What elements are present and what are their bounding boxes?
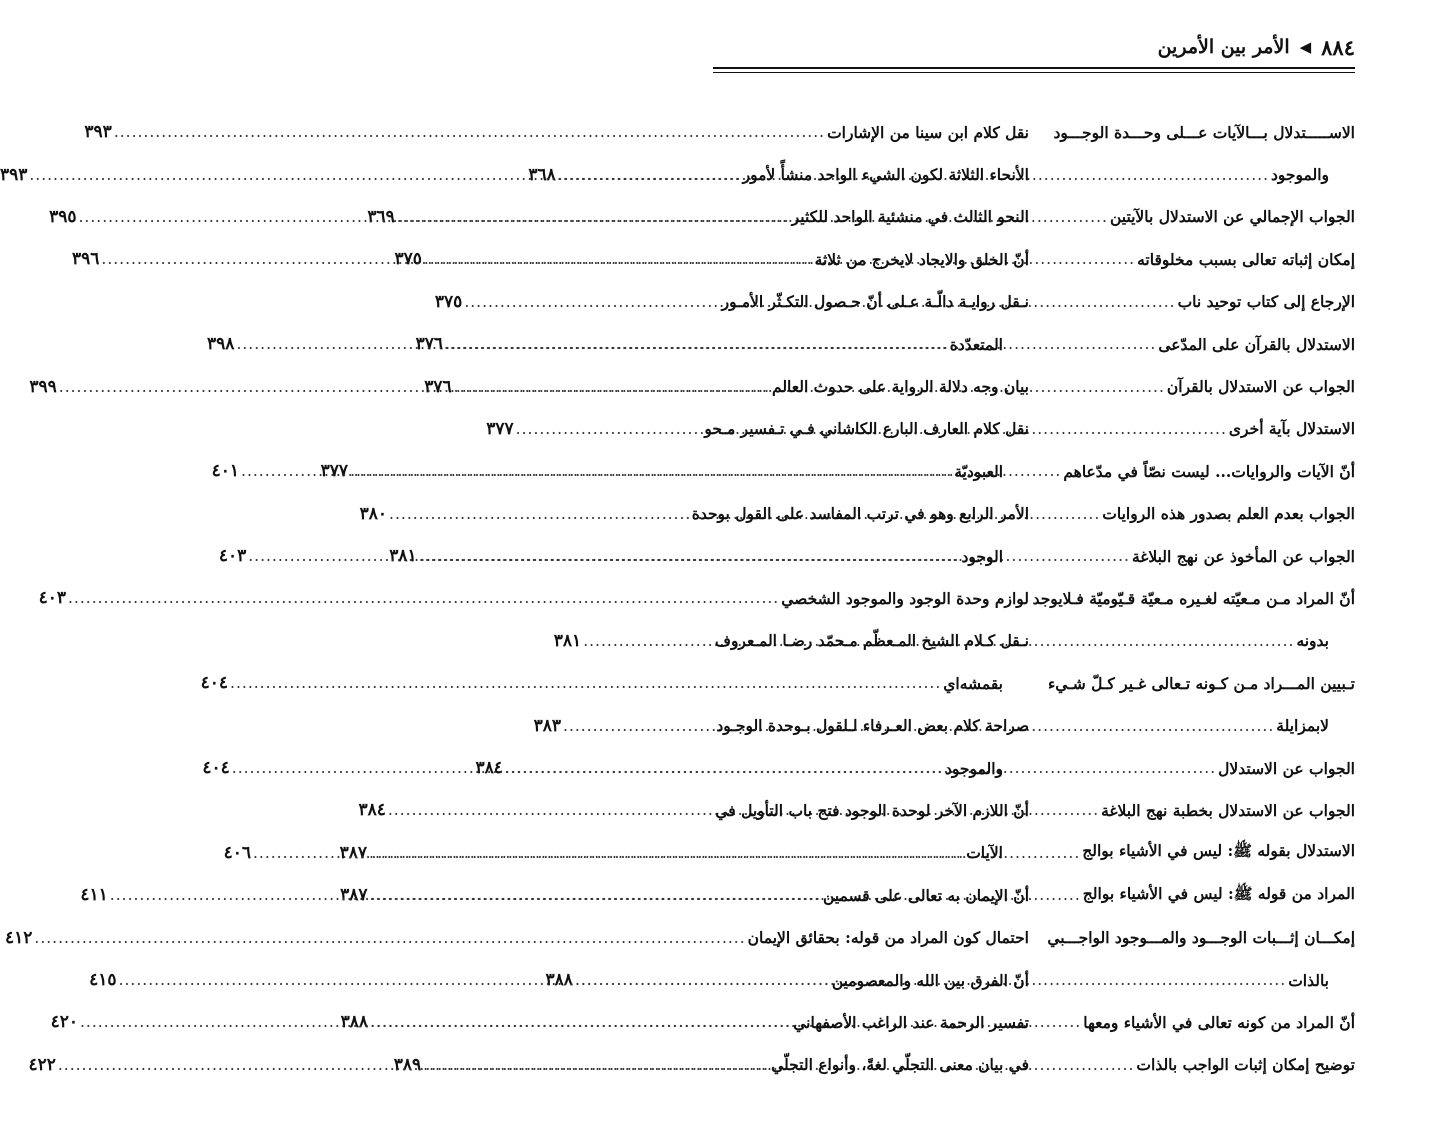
toc-entry-page: ٣٧٥ (394, 249, 422, 270)
toc-entry-page: ٣٨٩ (393, 1054, 422, 1075)
toc-entry (1032, 577, 1355, 619)
toc-entry-title: أنّ المراد من كونه تعالى في الأشياء ومعها (1083, 1012, 1355, 1032)
dot-leader (57, 378, 772, 396)
toc-entry-page: ٤٠٦ (223, 842, 251, 863)
toc-entry-title: الاستدلال بالقرآن على المدّعى (1158, 334, 1355, 354)
toc-entry-title: الأمر الرابع وهو في ترتب المفاسد على القول بوحدة (691, 504, 1029, 524)
toc-entry-page: ٤٠٤ (202, 758, 230, 779)
toc-entry-title: نـقل كـلام الشيخ المـعظّم مـحمّد رضـا المـعروف (714, 631, 1029, 651)
toc-entry-title: الأنحاء الثلاثة لكون الشيء الواحد منشأً لأمور (742, 165, 1029, 185)
toc-entry-title: الجواب عن المأخوذ عن نهج البلاغة (1131, 546, 1355, 566)
dot-leader (251, 844, 966, 862)
dot-leader (234, 335, 949, 353)
toc-entry-title: الجواب عن الاستدلال بالقرآن (1166, 377, 1355, 397)
toc-entry-title: الجواب عن الاستدلال بخطبة نهج البلاغة (1101, 800, 1355, 820)
toc-entry-title: أنّ الإيمان به تعالى على قسمين (823, 885, 1029, 905)
header-rule-thick (713, 67, 1355, 69)
toc-entry-title: النحو الثالث في منشئية الواحد للكثير (791, 207, 1029, 227)
toc-entry-title: أنّ الخلق والايجاد لايخرج من ثلاثة (814, 249, 1029, 269)
dot-leader (108, 886, 823, 904)
toc-entry-page: ٤٠٣ (218, 546, 247, 567)
toc-entry-title: أنّ اللازم الآخر لوحدة الوجود فتح باب التأويل في (715, 800, 1029, 820)
toc-entry-title: الاستدلال بقوله ﷺ: ليس في الأشياء بوالج (1082, 841, 1355, 861)
toc-entry-page: ٣٨٨ (545, 970, 573, 990)
dot-leader (246, 547, 961, 565)
toc-entry-title: إمكان إثباته تعالى بسبب مخلوقاته (1137, 249, 1355, 269)
dot-leader (32, 929, 747, 947)
running-header (713, 30, 1355, 64)
toc-entry-page: ٣٧٧ (320, 461, 349, 482)
toc-entry-page: ٣٧٥ (434, 291, 463, 312)
toc-entry-title: في بيان معنى التجلّي لغةً، وأنواع التجلّي (771, 1055, 1029, 1075)
header-rule-thin (713, 72, 1355, 73)
toc-entry (713, 281, 1029, 323)
dot-leader (56, 1056, 771, 1074)
toc-entry-title: المراد من قوله ﷺ: ليس في الأشياء بوالج (1082, 883, 1355, 903)
arrow-left-icon: ◀ (1299, 38, 1312, 56)
toc-entry-page: ٣٦٨ (528, 164, 556, 185)
toc-entry (1039, 916, 1355, 958)
toc-entry (1039, 662, 1355, 704)
toc-entry-title: الجواب الإجمالي عن الاستدلال بالآيتين (1109, 207, 1355, 227)
toc-entry (5, 916, 1029, 958)
toc-entry (704, 408, 1029, 450)
toc-entry-page: ٣٩٥ (49, 206, 77, 227)
toc-entry (1039, 111, 1355, 153)
dot-leader (112, 123, 827, 141)
dot-leader (66, 589, 781, 607)
dot-leader (230, 759, 945, 777)
toc-entry (691, 493, 1029, 535)
toc-entry-page: ٣٨٤ (358, 800, 386, 821)
toc-entry (38, 577, 1029, 619)
toc-entry-title: أنّ المراد مـن مـعيّته لغـيره مـعيّة قـيّوميّة فـلايوجد (1032, 588, 1355, 608)
toc-entry-title: بالذات (1288, 970, 1329, 990)
toc-entry (713, 704, 1029, 746)
toc-entry-page: ٤١٥ (89, 970, 117, 990)
toc-entry-page: ٣٩٣ (84, 122, 112, 143)
toc-entry-title: الإرجاع إلى كتاب توحيد ناب (1177, 292, 1355, 312)
toc-entry-page: ٣٨١ (553, 630, 582, 651)
toc-entry-title: بدونه (1296, 631, 1329, 651)
toc-entry-title: الاستدلال بآية أخرى (1228, 419, 1355, 439)
toc-entry-title: إمكـــان إثـــبات الوجـــود والمـــوجود الواجـــبي (1047, 928, 1355, 948)
header-title: الأمر بين الأمرين (1157, 36, 1290, 58)
toc-entry-page: ٣٩٨ (207, 334, 235, 355)
toc-entry-page: ٣٨٣ (533, 715, 562, 736)
toc-entry-title: صراحة كلام بعض العـرفاء لـلقول بـوحدة الوجـود (716, 716, 1029, 736)
toc-entry-page: ٣٨١ (389, 546, 417, 567)
toc-entry-page: ٣٦٩ (367, 206, 395, 227)
toc-entry-title: العبوديّة (954, 461, 1003, 481)
toc-entry-page: ٣٩٣ (0, 164, 28, 185)
toc-entry-title: نقل كلام العارف البارع الكاشاني فـي تـفسير مـحو (704, 419, 1029, 439)
dot-leader (228, 674, 943, 692)
toc-entry-title: أنّ الفرق بين الله والمعصومين (831, 970, 1029, 990)
dot-leader (78, 1013, 793, 1031)
toc-entry-title: بقمشه‌اي (943, 673, 1003, 693)
toc-entry-page: ٣٧٧ (486, 418, 514, 439)
toc-entry-page: ٤٢٢ (28, 1054, 56, 1075)
toc-entry-title: أنّ الآيات والروايات... ليست نصّاً في مدّعاهم (1063, 461, 1355, 481)
dot-leader (239, 462, 954, 480)
toc-entry-title: نقل كلام ابن سينا من الإشارات (827, 122, 1029, 142)
toc-entry-title: تفسير الرحمة عند الراغب الأصفهاني (793, 1012, 1029, 1032)
toc-entry-page: ٣٩٦ (72, 249, 100, 270)
page-number: ٨٨٤ (1321, 34, 1355, 60)
dot-leader (117, 971, 832, 989)
toc-entry-page: ٣٧٦ (424, 376, 452, 397)
toc-entry-page: ٤٠١ (211, 461, 240, 482)
toc-entry-title: الجواب عن الاستدلال (1218, 758, 1355, 778)
toc-entry-page: ٣٨٧ (339, 842, 368, 863)
toc-entry-title: بيان وجه دلالة الرواية على حدوث العالم (772, 377, 1029, 397)
toc-entry-page: ٣٨٠ (359, 503, 388, 524)
dot-leader (76, 208, 791, 226)
toc-entry-page: ٣٧٦ (415, 334, 444, 355)
toc-entry-page: ٤١٢ (5, 927, 33, 948)
toc-entry (84, 111, 1029, 153)
toc-entry-title: الاســـــتدلال بـــالآيات عـــلى وحـــدة الوجـــود (1053, 122, 1355, 142)
toc-entry-title: والموجود (1271, 165, 1329, 185)
toc-entry (713, 789, 1029, 831)
toc-entry-title: الآيات (966, 843, 1003, 863)
toc-entry-page: ٣٨٧ (340, 885, 368, 906)
dot-leader (99, 250, 814, 268)
toc-entry-page: ٣٨٨ (340, 1012, 368, 1033)
toc-entry-title: المتعدّدة (949, 334, 1003, 354)
toc-entry-page: ٤٠٣ (38, 588, 66, 609)
toc-entry-title: لوازم وحدة الوجود والموجود الشخصي (781, 588, 1029, 608)
toc-entry (713, 620, 1029, 662)
toc-entry-title: الوجود (961, 546, 1003, 566)
toc-entry-title: لابمزايلة (1276, 716, 1329, 736)
toc-entry-page: ٣٩٩ (29, 376, 57, 397)
toc-entry-page: ٤١١ (80, 885, 108, 906)
toc-entry-title: الجواب بعدم العلم بصدور هذه الروايات (1102, 504, 1355, 524)
toc-entry-title: والموجود (945, 758, 1003, 778)
toc-entry-page: ٤٠٤ (200, 673, 229, 694)
toc-entry (200, 662, 1029, 704)
toc-entry-title: توضيح إمكان إثبات الواجب بالذات (1136, 1055, 1355, 1075)
toc-entry-page: ٣٨٤ (475, 758, 503, 779)
dot-leader (27, 166, 742, 184)
toc-entry-page: ٤٢٠ (50, 1012, 78, 1033)
toc-entry-title: احتمال كون المراد من قوله: بحقائق الإيمان (747, 928, 1029, 948)
toc-entry-title: تـبيين المـــراد مـن كـونه تـعالى غـير كـلّ شـيء (1048, 673, 1355, 693)
toc-entry-title: نـقل روايـة دالّـة عـلى أنّ حـصول التكـثّر الأمـور (721, 292, 1029, 312)
